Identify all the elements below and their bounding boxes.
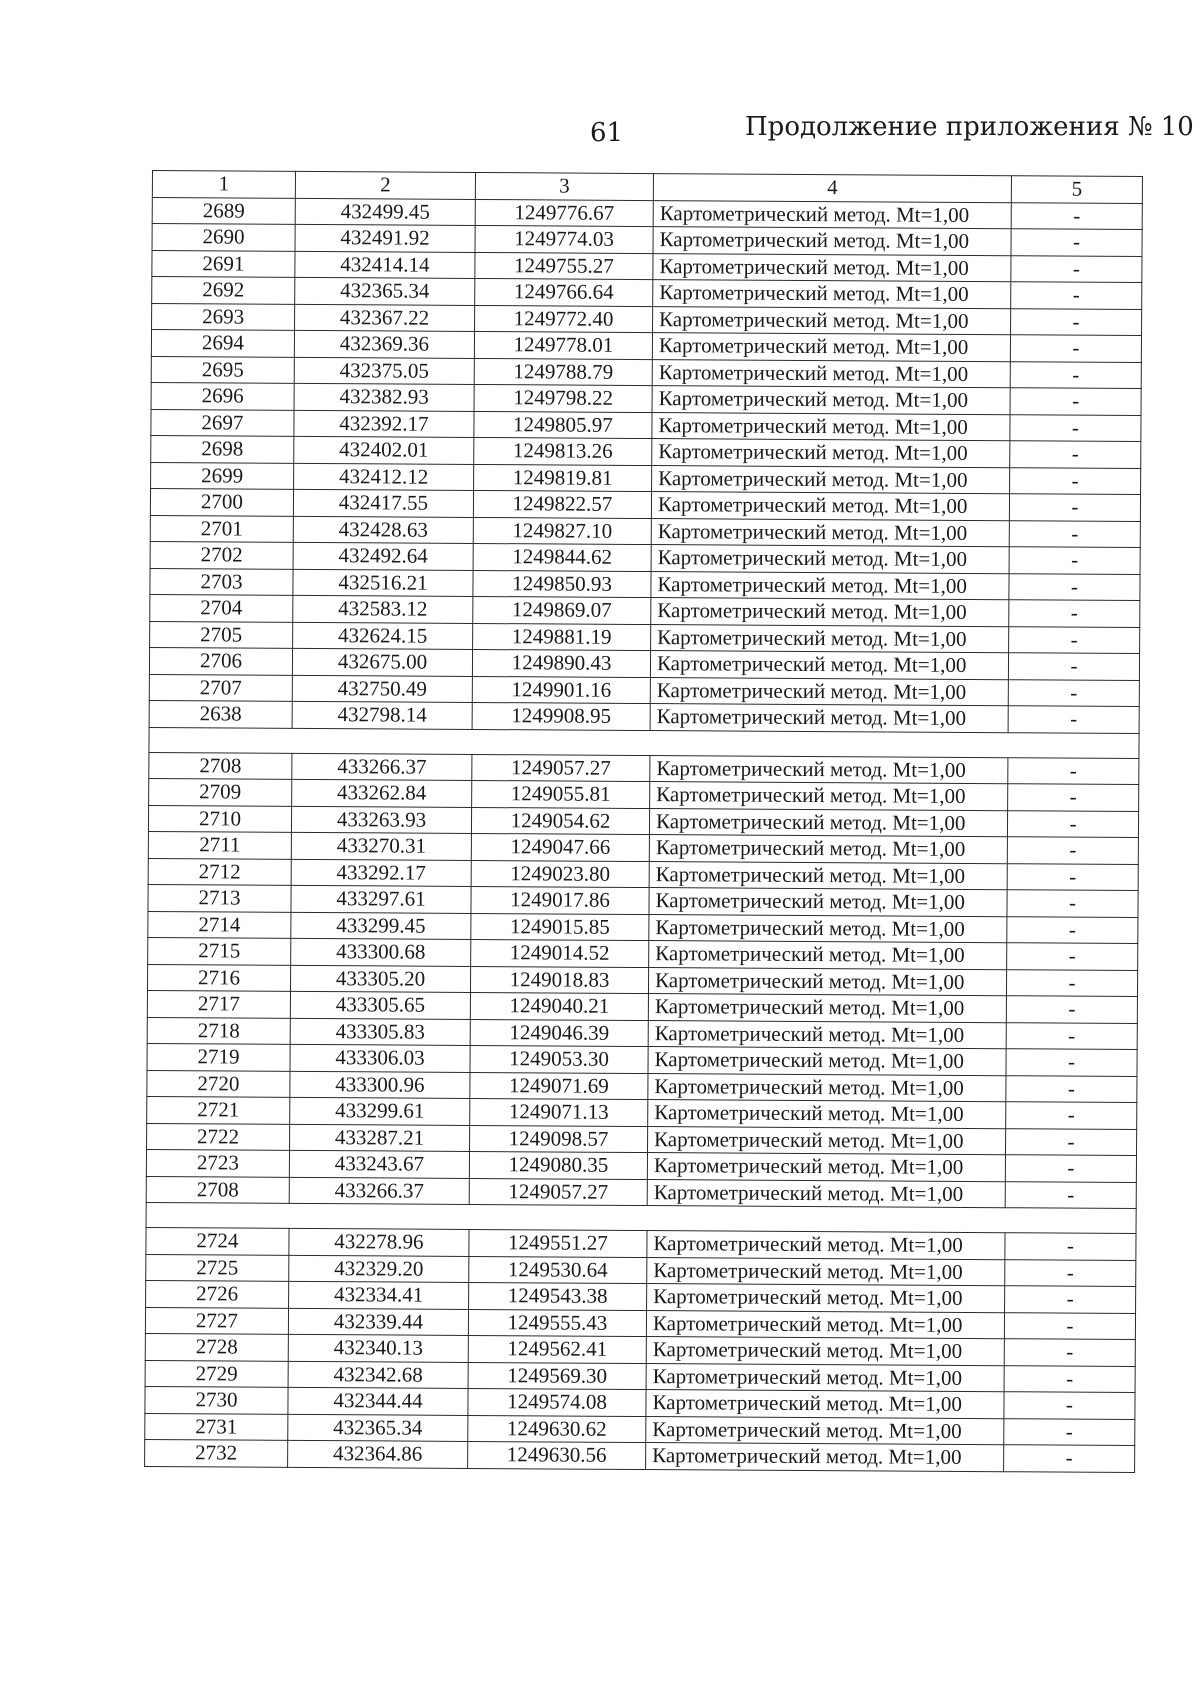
y-coordinate-cell: 1249023.80 <box>471 860 649 888</box>
point-number-cell: 2729 <box>145 1360 288 1387</box>
point-number-cell: 2691 <box>152 250 295 277</box>
point-number-cell: 2695 <box>151 356 294 383</box>
column-header: 5 <box>1011 176 1142 203</box>
point-number-cell: 2710 <box>148 805 291 832</box>
x-coordinate-cell: 432334.41 <box>289 1281 469 1309</box>
note-cell: - <box>1007 810 1138 837</box>
method-cell: Картометрический метод. Mt=1,00 <box>648 1073 1006 1102</box>
point-number-cell: 2700 <box>150 488 293 515</box>
page-number: 61 <box>590 118 624 148</box>
x-coordinate-cell: 432499.45 <box>295 198 475 226</box>
note-cell: - <box>1004 1418 1135 1445</box>
x-coordinate-cell: 432750.49 <box>292 675 472 703</box>
y-coordinate-cell: 1249071.13 <box>470 1098 648 1126</box>
method-cell: Картометрический метод. Mt=1,00 <box>653 306 1011 335</box>
x-coordinate-cell: 433305.65 <box>290 991 470 1019</box>
method-cell: Картометрический метод. Mt=1,00 <box>648 967 1006 996</box>
method-cell: Картометрический метод. Mt=1,00 <box>648 1126 1006 1155</box>
method-cell: Картометрический метод. Mt=1,00 <box>649 835 1007 864</box>
note-cell: - <box>1007 837 1138 864</box>
y-coordinate-cell: 1249574.08 <box>468 1388 646 1416</box>
x-coordinate-cell: 432365.34 <box>295 277 475 305</box>
y-coordinate-cell: 1249630.56 <box>468 1441 646 1469</box>
point-number-cell: 2723 <box>146 1149 289 1176</box>
x-coordinate-cell: 432329.20 <box>289 1255 469 1283</box>
note-cell: - <box>1010 335 1141 362</box>
y-coordinate-cell: 1249813.26 <box>474 437 652 465</box>
point-number-cell: 2730 <box>145 1386 288 1413</box>
y-coordinate-cell: 1249071.69 <box>470 1072 648 1100</box>
method-cell: Картометрический метод. Mt=1,00 <box>651 492 1009 521</box>
point-number-cell: 2715 <box>148 937 291 964</box>
y-coordinate-cell: 1249776.67 <box>475 199 653 227</box>
y-coordinate-cell: 1249778.01 <box>474 331 652 359</box>
note-cell: - <box>1010 441 1141 468</box>
method-cell: Картометрический метод. Mt=1,00 <box>650 704 1008 733</box>
point-number-cell: 2692 <box>152 277 295 304</box>
method-cell: Картометрический метод. Mt=1,00 <box>650 651 1008 680</box>
x-coordinate-cell: 432624.15 <box>293 622 473 650</box>
point-number-cell: 2693 <box>152 303 295 330</box>
note-cell: - <box>1009 547 1140 574</box>
point-number-cell: 2722 <box>147 1123 290 1150</box>
x-coordinate-cell: 433262.84 <box>292 779 472 807</box>
point-number-cell: 2731 <box>145 1413 288 1440</box>
note-cell: - <box>1005 1155 1136 1182</box>
x-coordinate-cell: 433305.20 <box>290 965 470 993</box>
note-cell: - <box>1006 1102 1137 1129</box>
y-coordinate-cell: 1249774.03 <box>475 225 653 253</box>
x-coordinate-cell: 432798.14 <box>292 701 472 729</box>
note-cell: - <box>1009 600 1140 627</box>
y-coordinate-cell: 1249053.30 <box>470 1045 648 1073</box>
point-number-cell: 2711 <box>148 831 291 858</box>
point-number-cell: 2694 <box>151 330 294 357</box>
note-cell: - <box>1005 1259 1136 1286</box>
y-coordinate-cell: 1249850.93 <box>473 570 651 598</box>
method-cell: Картометрический метод. Mt=1,00 <box>649 808 1007 837</box>
note-cell: - <box>1010 388 1141 415</box>
y-coordinate-cell: 1249057.27 <box>469 1178 647 1206</box>
y-coordinate-cell: 1249530.64 <box>469 1256 647 1284</box>
note-cell: - <box>1006 996 1137 1023</box>
method-cell: Картометрический метод. Mt=1,00 <box>649 861 1007 890</box>
x-coordinate-cell: 432583.12 <box>293 595 473 623</box>
point-number-cell: 2698 <box>151 435 294 462</box>
method-cell: Картометрический метод. Mt=1,00 <box>650 755 1008 784</box>
column-header: 3 <box>475 172 653 200</box>
y-coordinate-cell: 1249630.62 <box>468 1415 646 1443</box>
y-coordinate-cell: 1249054.62 <box>471 807 649 835</box>
method-cell: Картометрический метод. Mt=1,00 <box>647 1179 1005 1208</box>
note-cell: - <box>1004 1445 1135 1472</box>
x-coordinate-cell: 433266.37 <box>292 753 472 781</box>
note-cell: - <box>1011 282 1142 309</box>
table-body <box>145 171 1143 1473</box>
point-number-cell: 2705 <box>150 621 293 648</box>
note-cell: - <box>1011 308 1142 335</box>
point-number-cell: 2701 <box>150 515 293 542</box>
point-number-cell: 2721 <box>147 1096 290 1123</box>
x-coordinate-cell: 433299.45 <box>291 912 471 940</box>
x-coordinate-cell: 432364.86 <box>288 1440 468 1468</box>
y-coordinate-cell: 1249551.27 <box>469 1229 647 1257</box>
y-coordinate-cell: 1249766.64 <box>475 278 653 306</box>
note-cell: - <box>1006 1128 1137 1155</box>
y-coordinate-cell: 1249819.81 <box>474 464 652 492</box>
method-cell: Картометрический метод. Mt=1,00 <box>646 1390 1004 1419</box>
table-row <box>145 1439 1135 1472</box>
x-coordinate-cell: 433297.61 <box>291 885 471 913</box>
method-cell: Картометрический метод. Mt=1,00 <box>649 941 1007 970</box>
note-cell: - <box>1010 414 1141 441</box>
y-coordinate-cell: 1249805.97 <box>474 411 652 439</box>
method-cell: Картометрический метод. Mt=1,00 <box>647 1284 1005 1313</box>
note-cell: - <box>1009 626 1140 653</box>
note-cell: - <box>1006 1075 1137 1102</box>
point-number-cell: 2707 <box>149 674 292 701</box>
note-cell: - <box>1007 863 1138 890</box>
method-cell: Картометрический метод. Mt=1,00 <box>652 333 1010 362</box>
point-number-cell: 2716 <box>147 964 290 991</box>
method-cell: Картометрический метод. Mt=1,00 <box>651 518 1009 547</box>
x-coordinate-cell: 432516.21 <box>293 569 473 597</box>
point-number-cell: 2718 <box>147 1017 290 1044</box>
y-coordinate-cell: 1249017.86 <box>471 886 649 914</box>
y-coordinate-cell: 1249057.27 <box>472 754 650 782</box>
x-coordinate-cell: 432417.55 <box>293 489 473 517</box>
column-header: 2 <box>295 171 475 199</box>
x-coordinate-cell: 433306.03 <box>290 1044 470 1072</box>
method-cell: Картометрический метод. Mt=1,00 <box>653 280 1011 309</box>
note-cell: - <box>1004 1392 1135 1419</box>
column-header: 4 <box>653 174 1011 203</box>
point-number-cell: 2720 <box>147 1070 290 1097</box>
point-number-cell: 2699 <box>151 462 294 489</box>
method-cell: Картометрический метод. Mt=1,00 <box>649 914 1007 943</box>
method-cell: Картометрический метод. Mt=1,00 <box>647 1231 1005 1260</box>
note-cell: - <box>1008 679 1139 706</box>
point-number-cell: 2703 <box>150 568 293 595</box>
x-coordinate-cell: 432414.14 <box>295 251 475 279</box>
point-number-cell: 2724 <box>146 1227 289 1254</box>
note-cell: - <box>1008 706 1139 733</box>
coordinates-table <box>144 170 1143 1473</box>
x-coordinate-cell: 433292.17 <box>291 859 471 887</box>
appendix-header: Продолжение приложения № 10 <box>745 112 1194 142</box>
x-coordinate-cell: 432402.01 <box>294 436 474 464</box>
note-cell: - <box>1007 943 1138 970</box>
point-number-cell: 2696 <box>151 382 294 409</box>
x-coordinate-cell: 432491.92 <box>295 224 475 252</box>
point-number-cell: 2704 <box>150 594 293 621</box>
note-cell: - <box>1007 916 1138 943</box>
point-number-cell: 2709 <box>149 778 292 805</box>
method-cell: Картометрический метод. Mt=1,00 <box>650 782 1008 811</box>
y-coordinate-cell: 1249040.21 <box>470 992 648 1020</box>
point-number-cell: 2727 <box>145 1307 288 1334</box>
method-cell: Картометрический метод. Mt=1,00 <box>646 1337 1004 1366</box>
y-coordinate-cell: 1249569.30 <box>468 1362 646 1390</box>
method-cell: Картометрический метод. Mt=1,00 <box>648 994 1006 1023</box>
x-coordinate-cell: 432392.17 <box>294 410 474 438</box>
method-cell: Картометрический метод. Mt=1,00 <box>647 1257 1005 1286</box>
note-cell: - <box>1009 494 1140 521</box>
y-coordinate-cell: 1249562.41 <box>468 1335 646 1363</box>
note-cell: - <box>1007 890 1138 917</box>
point-number-cell: 2725 <box>146 1254 289 1281</box>
x-coordinate-cell: 432367.22 <box>295 304 475 332</box>
y-coordinate-cell: 1249080.35 <box>469 1151 647 1179</box>
y-coordinate-cell: 1249018.83 <box>470 966 648 994</box>
note-cell: - <box>1005 1181 1136 1208</box>
x-coordinate-cell: 432342.68 <box>288 1361 468 1389</box>
y-coordinate-cell: 1249881.19 <box>473 623 651 651</box>
point-number-cell: 2706 <box>149 647 292 674</box>
note-cell: - <box>1008 653 1139 680</box>
note-cell: - <box>1005 1233 1136 1260</box>
y-coordinate-cell: 1249908.95 <box>472 702 650 730</box>
x-coordinate-cell: 432365.34 <box>288 1414 468 1442</box>
method-cell: Картометрический метод. Mt=1,00 <box>652 439 1010 468</box>
point-number-cell: 2689 <box>152 197 295 224</box>
x-coordinate-cell: 433305.83 <box>290 1018 470 1046</box>
x-coordinate-cell: 433300.96 <box>290 1071 470 1099</box>
y-coordinate-cell: 1249098.57 <box>470 1125 648 1153</box>
x-coordinate-cell: 433263.93 <box>291 806 471 834</box>
note-cell: - <box>1010 467 1141 494</box>
note-cell: - <box>1004 1312 1135 1339</box>
point-number-cell: 2708 <box>149 752 292 779</box>
y-coordinate-cell: 1249822.57 <box>473 490 651 518</box>
point-number-cell: 2728 <box>145 1333 288 1360</box>
method-cell: Картометрический метод. Mt=1,00 <box>651 545 1009 574</box>
point-number-cell: 2638 <box>149 700 292 727</box>
method-cell: Картометрический метод. Mt=1,00 <box>646 1363 1004 1392</box>
note-cell: - <box>1011 255 1142 282</box>
method-cell: Картометрический метод. Mt=1,00 <box>646 1310 1004 1339</box>
note-cell: - <box>1006 969 1137 996</box>
x-coordinate-cell: 432278.96 <box>289 1228 469 1256</box>
point-number-cell: 2719 <box>147 1043 290 1070</box>
y-coordinate-cell: 1249055.81 <box>472 780 650 808</box>
x-coordinate-cell: 432344.44 <box>288 1387 468 1415</box>
method-cell: Картометрический метод. Mt=1,00 <box>648 1047 1006 1076</box>
note-cell: - <box>1011 229 1142 256</box>
x-coordinate-cell: 432369.36 <box>294 330 474 358</box>
x-coordinate-cell: 432340.13 <box>288 1334 468 1362</box>
x-coordinate-cell: 432375.05 <box>294 357 474 385</box>
point-number-cell: 2713 <box>148 884 291 911</box>
x-coordinate-cell: 432339.44 <box>288 1308 468 1336</box>
method-cell: Картометрический метод. Mt=1,00 <box>652 465 1010 494</box>
method-cell: Картометрический метод. Mt=1,00 <box>647 1153 1005 1182</box>
x-coordinate-cell: 433300.68 <box>291 938 471 966</box>
method-cell: Картометрический метод. Mt=1,00 <box>646 1443 1004 1472</box>
x-coordinate-cell: 433299.61 <box>290 1097 470 1125</box>
method-cell: Картометрический метод. Mt=1,00 <box>653 200 1011 229</box>
point-number-cell: 2690 <box>152 224 295 251</box>
column-header: 1 <box>152 171 295 198</box>
point-number-cell: 2702 <box>150 541 293 568</box>
y-coordinate-cell: 1249014.52 <box>471 939 649 967</box>
y-coordinate-cell: 1249047.66 <box>471 833 649 861</box>
x-coordinate-cell: 432492.64 <box>293 542 473 570</box>
method-cell: Картометрический метод. Mt=1,00 <box>649 888 1007 917</box>
x-coordinate-cell: 433266.37 <box>289 1177 469 1205</box>
y-coordinate-cell: 1249827.10 <box>473 517 651 545</box>
note-cell: - <box>1008 757 1139 784</box>
note-cell: - <box>1010 361 1141 388</box>
note-cell: - <box>1011 202 1142 229</box>
x-coordinate-cell: 433243.67 <box>289 1150 469 1178</box>
method-cell: Картометрический метод. Mt=1,00 <box>653 227 1011 256</box>
method-cell: Картометрический метод. Mt=1,00 <box>651 624 1009 653</box>
x-coordinate-cell: 432382.93 <box>294 383 474 411</box>
method-cell: Картометрический метод. Mt=1,00 <box>648 1020 1006 1049</box>
note-cell: - <box>1009 573 1140 600</box>
y-coordinate-cell: 1249798.22 <box>474 384 652 412</box>
y-coordinate-cell: 1249555.43 <box>468 1309 646 1337</box>
point-number-cell: 2708 <box>146 1176 289 1203</box>
x-coordinate-cell: 433287.21 <box>290 1124 470 1152</box>
y-coordinate-cell: 1249543.38 <box>469 1282 647 1310</box>
method-cell: Картометрический метод. Mt=1,00 <box>652 386 1010 415</box>
note-cell: - <box>1006 1022 1137 1049</box>
method-cell: Картометрический метод. Mt=1,00 <box>653 253 1011 282</box>
y-coordinate-cell: 1249890.43 <box>472 649 650 677</box>
note-cell: - <box>1004 1339 1135 1366</box>
x-coordinate-cell: 432428.63 <box>293 516 473 544</box>
method-cell: Картометрический метод. Mt=1,00 <box>648 1100 1006 1129</box>
point-number-cell: 2712 <box>148 858 291 885</box>
point-number-cell: 2726 <box>146 1280 289 1307</box>
note-cell: - <box>1005 1286 1136 1313</box>
x-coordinate-cell: 432675.00 <box>292 648 472 676</box>
x-coordinate-cell: 433270.31 <box>291 832 471 860</box>
method-cell: Картометрический метод. Mt=1,00 <box>652 412 1010 441</box>
note-cell: - <box>1006 1049 1137 1076</box>
y-coordinate-cell: 1249755.27 <box>475 252 653 280</box>
method-cell: Картометрический метод. Mt=1,00 <box>646 1416 1004 1445</box>
x-coordinate-cell: 432412.12 <box>294 463 474 491</box>
method-cell: Картометрический метод. Mt=1,00 <box>651 571 1009 600</box>
point-number-cell: 2697 <box>151 409 294 436</box>
y-coordinate-cell: 1249046.39 <box>470 1019 648 1047</box>
y-coordinate-cell: 1249901.16 <box>472 676 650 704</box>
y-coordinate-cell: 1249844.62 <box>473 543 651 571</box>
method-cell: Картометрический метод. Mt=1,00 <box>651 598 1009 627</box>
y-coordinate-cell: 1249788.79 <box>474 358 652 386</box>
point-number-cell: 2732 <box>145 1439 288 1466</box>
y-coordinate-cell: 1249869.07 <box>473 596 651 624</box>
y-coordinate-cell: 1249015.85 <box>471 913 649 941</box>
note-cell: - <box>1004 1365 1135 1392</box>
note-cell: - <box>1008 784 1139 811</box>
note-cell: - <box>1009 520 1140 547</box>
point-number-cell: 2714 <box>148 911 291 938</box>
point-number-cell: 2717 <box>147 990 290 1017</box>
method-cell: Картометрический метод. Mt=1,00 <box>652 359 1010 388</box>
y-coordinate-cell: 1249772.40 <box>475 305 653 333</box>
method-cell: Картометрический метод. Mt=1,00 <box>650 677 1008 706</box>
